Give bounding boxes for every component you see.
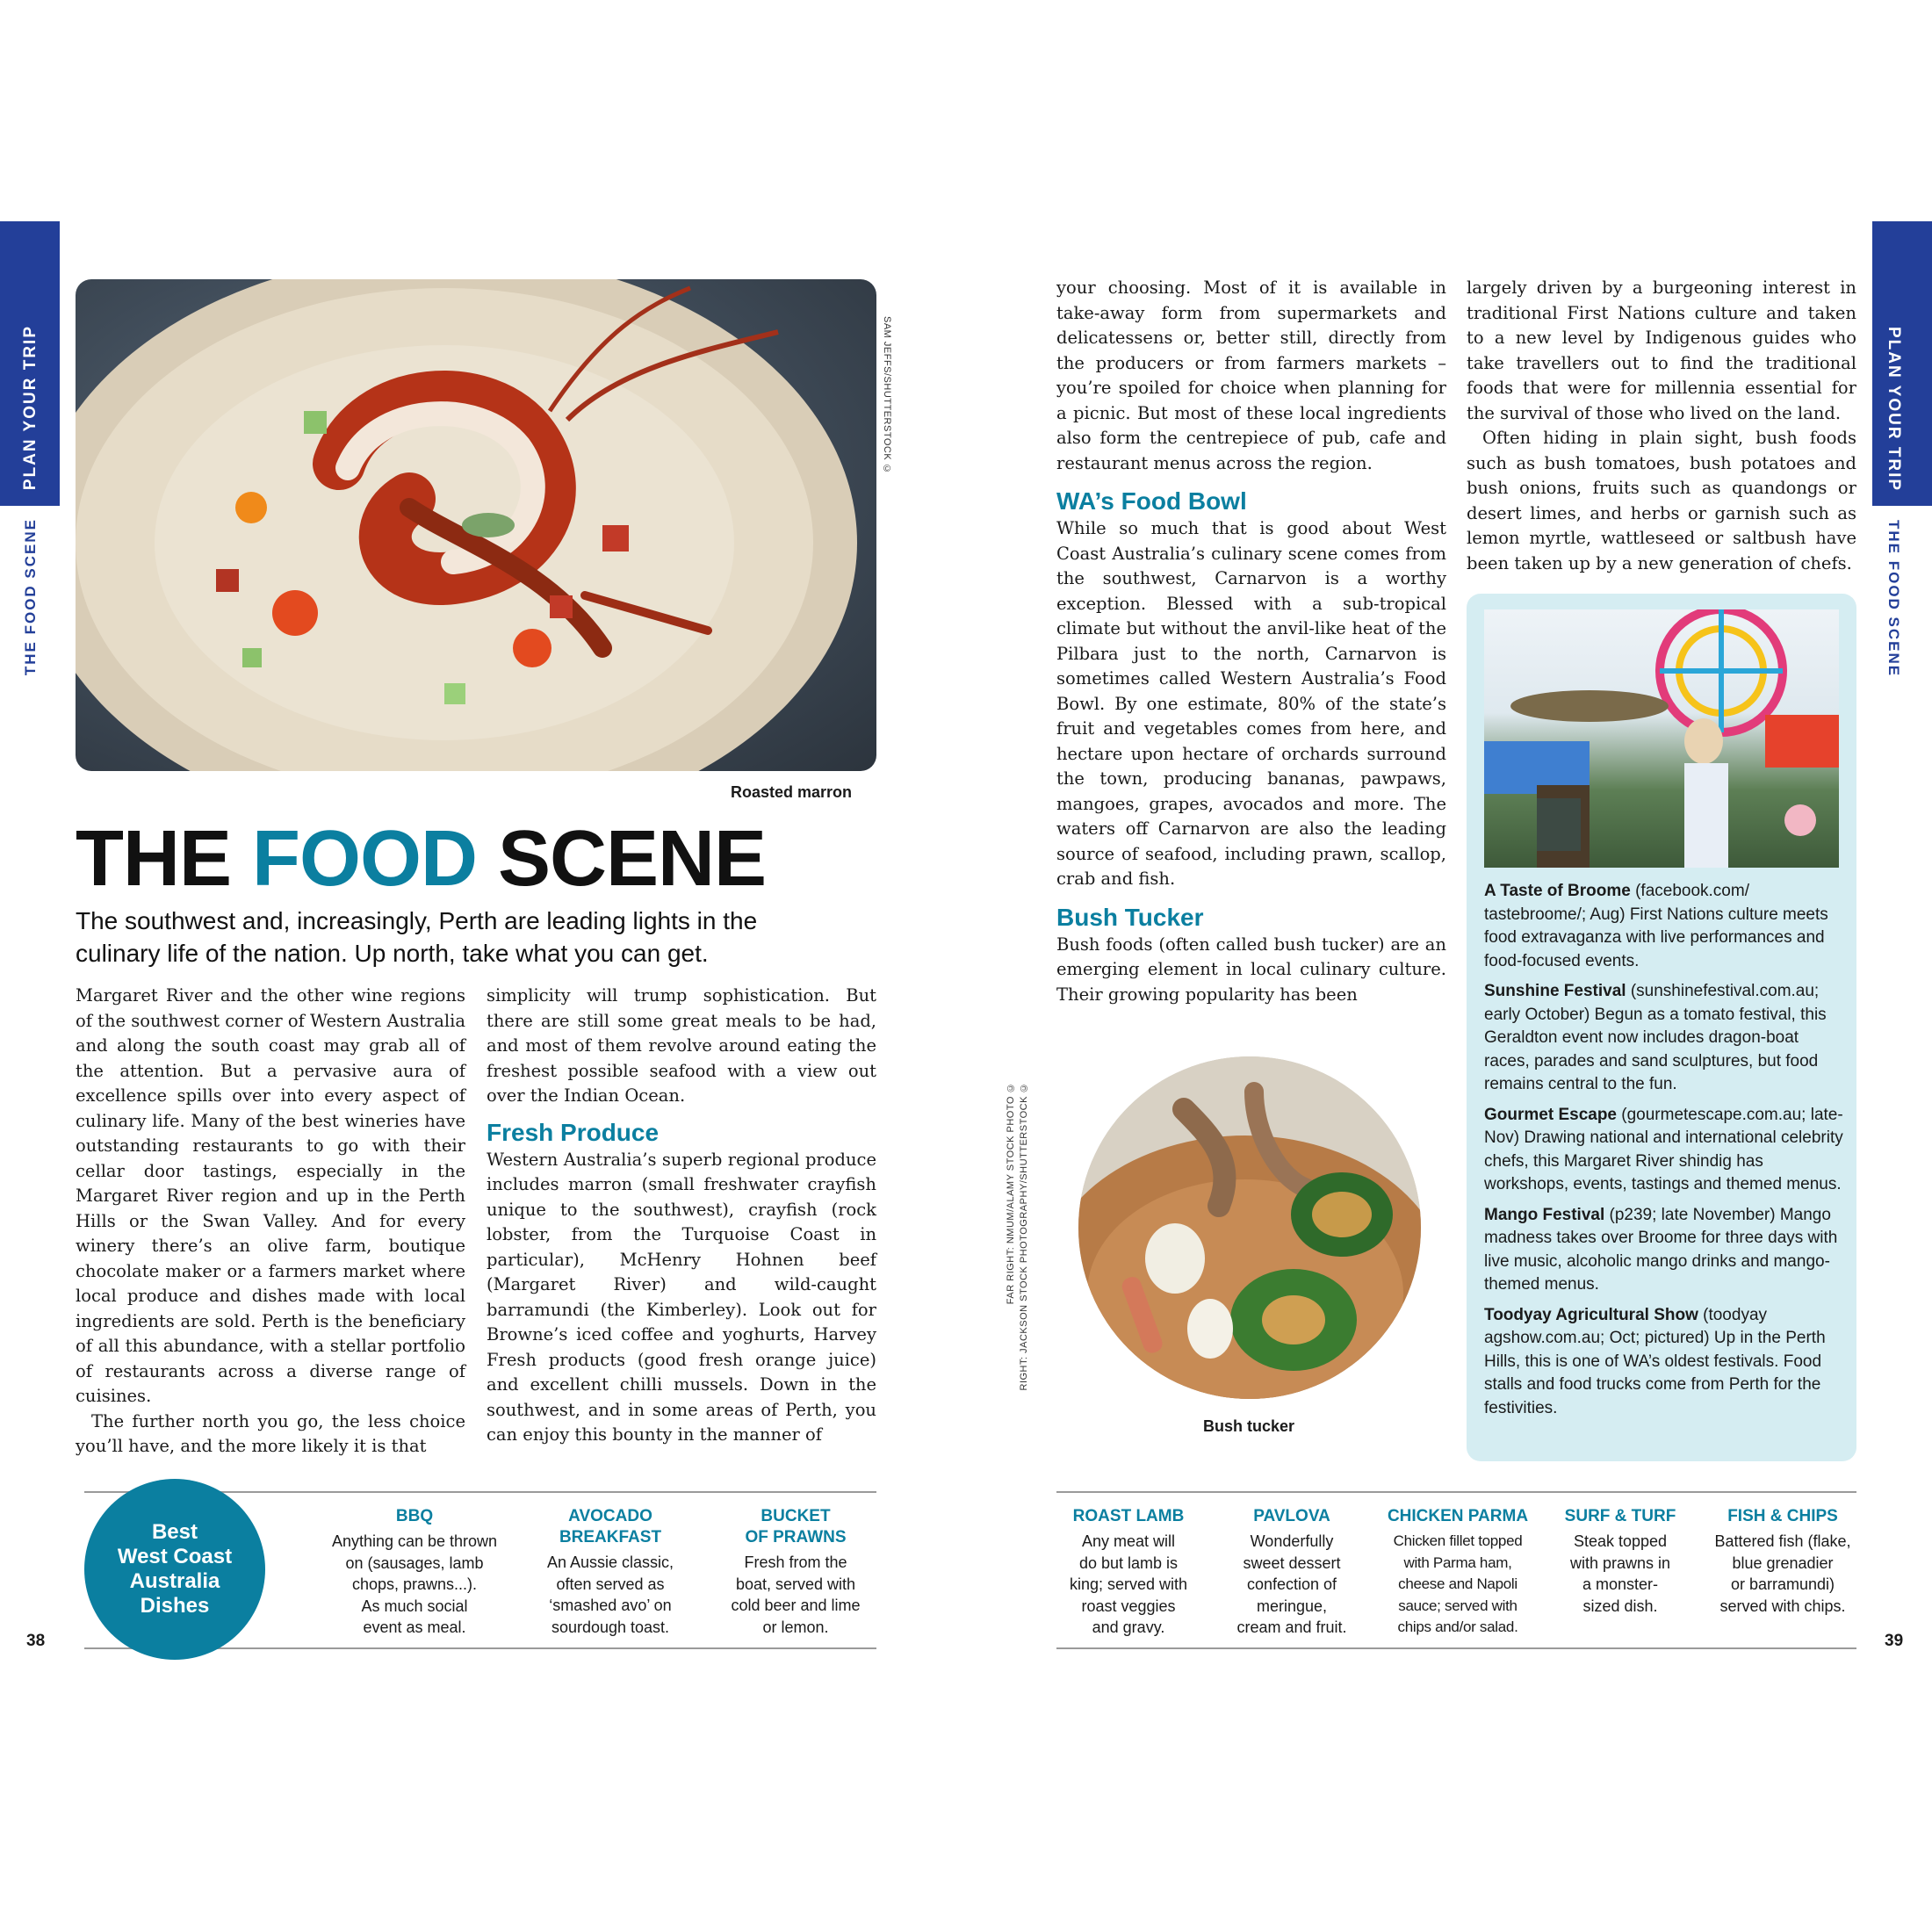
festival-name: A Taste of Broome [1484, 882, 1631, 900]
food-bowl-heading: WA’s Food Bowl [1056, 487, 1247, 515]
title-part-food: FOOD [252, 815, 477, 903]
far-right-photo-credit: FAR RIGHT: NMUM/ALAMY STOCK PHOTO © [1006, 1082, 1016, 1305]
festival-detail: (sunshinefestival.com.au; early October) Begun as a tomato festival, this Geraldton event now includes dragon-boat races, parades and sand sculptures, but food remains central to the fun. [1484, 982, 1827, 1093]
festival-detail: (p239; late November) Mango madness takes over Broome for three days with live music, alcoholic mango drinks and mango-themed menus. [1484, 1205, 1838, 1294]
bush-tucker-illustration [1078, 1056, 1421, 1399]
dish-name: AVOCADO BREAKFAST [559, 1507, 662, 1546]
dish-item [318, 1506, 511, 1639]
page-number-left: 38 [26, 1632, 46, 1650]
col3-paragraph-1: your choosing. Most of it is available in take-away form from supermarkets and delicatessens or, better still, directly from the producers or from farmers markets – you’re spoiled for choice when planning for a picnic. But most of these local ingredients also form the centrepiece of pub, cafe and restaurant menus across the region. [1056, 278, 1446, 473]
col4-paragraph-1: largely driven by a burgeoning interest in traditional First Nations culture and taken to a new level by Indigenous guides who take travellers out to find the traditional foods that were for millennia essential for the survival of those who lived on the land. [1467, 278, 1856, 423]
dish-item [1699, 1506, 1866, 1617]
dishes-badge [84, 1479, 265, 1660]
roasted-marron-photo [76, 279, 876, 771]
col3-paragraph-3: Bush foods (often called bush tucker) are an emerging element in local culinary culture. Their growing popularity has been [1056, 934, 1446, 1005]
fresh-produce-heading: Fresh Produce [487, 1118, 660, 1146]
dish-description: Battered fish (flake, blue grenadier or barramundi) served with chips. [1714, 1532, 1851, 1615]
dish-name: CHICKEN PARMA [1387, 1507, 1529, 1525]
column-1 [76, 984, 465, 1460]
dish-item [1370, 1506, 1546, 1639]
dish-description: Any meat will do but lamb is king; served with roast veggies and gravy. [1069, 1532, 1188, 1636]
dishes-badge-text: Best West Coast Australia Dishes [117, 1520, 233, 1618]
festival-name: Mango Festival [1484, 1205, 1605, 1224]
festival-illustration [1484, 609, 1839, 868]
title-part-scene: SCENE [477, 815, 767, 903]
dish-item [518, 1506, 703, 1638]
festival-list [1484, 880, 1844, 1427]
bush-tucker-photo [1078, 1056, 1421, 1399]
festival-item [1484, 980, 1844, 1097]
dish-name: PAVLOVA [1253, 1507, 1330, 1525]
column-2 [487, 984, 876, 1448]
festival-photo [1484, 609, 1839, 868]
festival-detail: (toodyay agshow.com.au; Oct; pictured) Up in the Perth Hills, this is one of WA’s oldest festivals. Food stalls and food trucks come from Perth for the festivities. [1484, 1305, 1826, 1417]
right-section-label: PLAN YOUR TRIP [1885, 327, 1903, 493]
dish-description: Anything can be thrown on (sausages, lamb chops, prawns...). As much social event as meal. [331, 1532, 498, 1636]
dish-item [1217, 1506, 1366, 1639]
festival-item [1484, 1104, 1844, 1197]
festival-name: Gourmet Escape [1484, 1105, 1617, 1124]
festival-name: Toodyay Agricultural Show [1484, 1305, 1698, 1324]
column-4 [1467, 276, 1856, 576]
dish-description: Wonderfully sweet dessert confection of meringue, cream and fruit. [1236, 1532, 1347, 1636]
col1-paragraph-1: Margaret River and the other wine regions of the southwest corner of Western Australia and along the south coast may grab all of the attention. But a pervasive aura of excellence spills over into every aspect of culinary life. Many of the best wineries have outstanding restaurants to go with their cellar door tastings, especially in the Margaret River region and up in the Perth Hills or the Swan Valley. And for every winery there’s an olive farm, boutique chocolate maker or a farmers market where local produce and dishes made with local ingredients are sold. Perth is the beneficiary of all this abundance, with a stellar portfolio of restaurants across a diverse range of cuisines. [76, 985, 466, 1406]
dish-description: An Aussie classic, often served as ‘smashed avo’ on sourdough toast. [546, 1554, 674, 1636]
left-section-label: PLAN YOUR TRIP [21, 325, 40, 491]
dish-name: BUCKET OF PRAWNS [745, 1507, 847, 1546]
dishes-bottom-rule-right [1056, 1647, 1856, 1649]
festival-item [1484, 1204, 1844, 1297]
marron-photo-credit: SAM JEFFS/SHUTTERSTOCK © [882, 316, 892, 475]
marron-plate-illustration [76, 279, 876, 771]
page-number-right: 39 [1885, 1632, 1904, 1650]
title-part-the: THE [76, 815, 253, 903]
right-chapter-label: THE FOOD SCENE [1885, 520, 1902, 678]
dish-name: ROAST LAMB [1072, 1507, 1185, 1525]
page-title [76, 815, 766, 903]
festival-detail: (gourmetescape.com.au; late-Nov) Drawing national and international celebrity chefs, this Margaret River shindig has workshops, events, tastings and themed menus. [1484, 1105, 1843, 1193]
festival-name: Sunshine Festival [1484, 982, 1626, 1000]
festival-item [1484, 880, 1844, 973]
right-photo-credit: RIGHT: JACKSON STOCK PHOTOGRAPHY/SHUTTERSTOCK © [1019, 1082, 1029, 1391]
dish-description: Fresh from the boat, served with cold beer and lime or lemon. [731, 1554, 861, 1636]
dishes-top-rule-right [1056, 1491, 1856, 1493]
dish-item [1554, 1506, 1686, 1617]
col4-paragraph-2: Often hiding in plain sight, bush foods such as bush tomatoes, bush potatoes and bush onions, fruits such as quandongs or desert limes, and herbs or garnish such as lemon myrtle, wattleseed or saltbush have been taken up by a new generation of chefs. [1467, 428, 1856, 573]
left-chapter-label: THE FOOD SCENE [22, 518, 39, 676]
dish-description: Chicken fillet topped with Parma ham, cheese and Napoli sauce; served with chips and/or salad. [1393, 1532, 1523, 1635]
festival-item [1484, 1304, 1844, 1421]
bush-tucker-heading: Bush Tucker [1056, 903, 1204, 931]
col1-paragraph-2: The further north you go, the less choice you’ll have, and the more likely it is that [76, 1410, 465, 1456]
bush-tucker-caption: Bush tucker [1203, 1417, 1295, 1435]
column-3 [1056, 276, 1446, 1007]
col2-paragraph-1: simplicity will trump sophistication. But there are still some great meals to be had, and most of them revolve around eating the freshest possible seafood with a view out over the Indian Ocean. [487, 985, 876, 1106]
dish-item [1054, 1506, 1203, 1639]
dish-description: Steak topped with prawns in a monster- sized dish. [1569, 1532, 1671, 1615]
standfirst: The southwest and, increasingly, Perth are leading lights in the culinary life of the nation. Up north, take what you can get. [76, 907, 758, 967]
col3-paragraph-2: While so much that is good about West Coast Australia’s culinary scene comes from the southwest, Carnarvon is a worthy exception. Blessed with a sub-tropical climate but without the anvil-like heat of the Pilbara just to the north, Carnarvon is sometimes called Western Australia’s Food Bowl. By one estimate, 80% of the state’s fruit and vegetables comes from here, and hectare upon hectare of orchards surround the town, producing bananas, pawpaws, mangoes, grapes, avocados and more. The waters off Carnarvon are also the leading source of seafood, including prawn, scallop, crab and fish. [1056, 518, 1446, 889]
dish-name: BBQ [395, 1507, 434, 1525]
col2-paragraph-2: Western Australia’s superb regional produce includes marron (small freshwater crayfish unique to the southwest), crayfish (rock lobster, from the Turquoise Coast in particular), McHenry Hohnen beef (Margaret River) and wild-caught barramundi (the Kimberley). Look out for Browne’s iced coffee and yoghurts, Harvey Fresh products (good fresh orange juice) and excellent chilli mussels. Down in the southwest, and in some areas of Perth, you can enjoy this bounty in the manner of [487, 1149, 876, 1445]
dish-name: SURF & TURF [1564, 1507, 1676, 1525]
dish-item [708, 1506, 883, 1638]
marron-caption: Roasted marron [731, 783, 853, 801]
festival-detail: (facebook.com/ tastebroome/; Aug) First Nations culture meets food extravaganza with live performances and food-focused events. [1484, 882, 1828, 970]
dish-name: FISH & CHIPS [1727, 1507, 1838, 1525]
